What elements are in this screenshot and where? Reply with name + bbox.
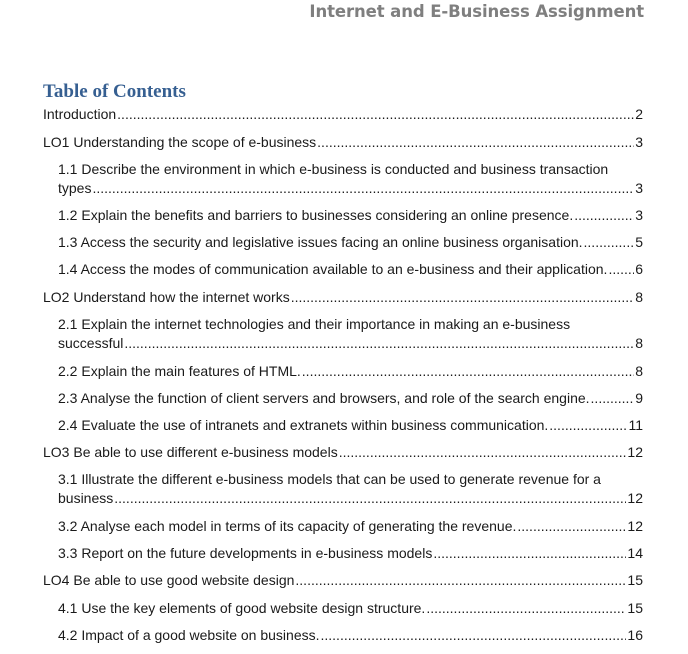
dot-leader	[608, 260, 634, 279]
toc-entry-text-line1: 1.1 Describe the environment in which e-business is conducted and business transaction	[58, 161, 609, 177]
dot-leader	[317, 133, 634, 152]
dot-leader	[295, 571, 626, 590]
toc-entry-lo1[interactable]	[43, 133, 643, 152]
dot-leader	[302, 362, 634, 381]
toc-entry-text-line1: 2.1 Explain the internet technologies and their importance in making an e-business	[58, 316, 571, 332]
dot-leader	[433, 544, 626, 563]
toc-entry-2-3[interactable]	[58, 389, 643, 408]
dot-leader	[549, 416, 627, 435]
toc-page-number: 8	[635, 335, 643, 351]
toc-page-number: 14	[627, 545, 643, 561]
toc-page-number: 2	[635, 106, 643, 122]
toc-page-number: 6	[635, 261, 643, 277]
toc-entry-text: 4.2 Impact of a good website on business.	[58, 627, 320, 643]
dot-leader	[114, 489, 626, 508]
toc-entry-text: 3.3 Report on the future developments in e-business models	[58, 545, 433, 561]
dot-leader	[574, 206, 634, 225]
toc-page-number: 3	[635, 207, 643, 223]
dot-leader	[291, 288, 635, 307]
toc-page-number: 15	[627, 572, 643, 588]
dot-leader	[117, 105, 634, 124]
toc-entry-text: Introduction	[43, 106, 117, 122]
toc-page-number: 11	[628, 417, 643, 433]
toc-entry-lo3[interactable]	[43, 443, 643, 462]
dot-leader	[591, 389, 635, 408]
toc-page-number: 3	[635, 180, 643, 196]
toc-entry-text: 4.1 Use the key elements of good website design structure.	[58, 600, 426, 616]
toc-entry-1-3[interactable]	[58, 233, 643, 252]
toc-page-number: 12	[627, 444, 643, 460]
toc-page-number: 5	[635, 234, 643, 250]
toc-entry-text: 1.2 Explain the benefits and barriers to businesses considering an online presence.	[58, 207, 574, 223]
toc-heading: Table of Contents	[43, 81, 186, 102]
document-header-title: Internet and E-Business Assignment	[309, 2, 644, 21]
toc-entry-text: LO4 Be able to use good website design	[43, 572, 295, 588]
toc-entry-3-1[interactable]	[58, 470, 643, 508]
toc-page-number: 9	[635, 390, 643, 406]
toc-entry-1-2[interactable]	[58, 206, 643, 225]
toc-entry-text: LO3 Be able to use different e-business models	[43, 444, 338, 460]
toc-entry-text: 2.2 Explain the main features of HTML.	[58, 363, 301, 379]
toc-page-number: 12	[627, 518, 643, 534]
toc-entry-text: 2.3 Analyse the function of client servers and browsers, and role of the search engine.	[58, 390, 590, 406]
dot-leader	[124, 334, 634, 353]
toc-entry-3-2[interactable]	[58, 517, 643, 536]
toc-entry-1-1[interactable]	[58, 160, 643, 198]
toc-entry-1-4[interactable]	[58, 260, 643, 279]
toc-entry-2-2[interactable]	[58, 362, 643, 381]
dot-leader	[426, 599, 626, 618]
toc-entry-text-line1: 3.1 Illustrate the different e-business models that can be used to generate revenue for a	[58, 471, 601, 487]
toc-entry-text: 2.4 Evaluate the use of intranets and extranets within business communication.	[58, 417, 549, 433]
dot-leader	[92, 179, 634, 198]
toc-page-number: 12	[627, 490, 643, 506]
toc-entry-text: LO1 Understanding the scope of e-business	[43, 134, 317, 150]
toc-entry-text: successful	[58, 335, 124, 351]
toc-entry-text: 1.4 Access the modes of communication available to an e-business and their application.	[58, 261, 608, 277]
dot-leader	[584, 233, 635, 252]
toc-page-number: 3	[635, 134, 643, 150]
toc-entry-lo2[interactable]	[43, 288, 643, 307]
toc-entry-text: 3.2 Analyse each model in terms of its capacity of generating the revenue.	[58, 518, 517, 534]
toc-page-number: 8	[635, 289, 643, 305]
toc-entry-text: LO2 Understand how the internet works	[43, 289, 290, 305]
dot-leader	[339, 443, 627, 462]
toc-entry-text: business	[58, 490, 114, 506]
toc-entry-text: 1.3 Access the security and legislative issues facing an online business organisation.	[58, 234, 583, 250]
toc-entry-2-1[interactable]	[58, 315, 643, 353]
toc-entry-2-4[interactable]	[58, 416, 643, 435]
dot-leader	[517, 517, 626, 536]
toc-entry-lo4[interactable]	[43, 571, 643, 590]
toc-entry-4-2[interactable]	[58, 626, 643, 645]
toc-entry-text: types	[58, 180, 92, 196]
toc-entry-3-3[interactable]	[58, 544, 643, 563]
toc-entry-introduction[interactable]	[43, 105, 643, 124]
toc-entry-4-1[interactable]	[58, 599, 643, 618]
toc-page-number: 15	[627, 600, 643, 616]
toc-page-number: 8	[635, 363, 643, 379]
toc-page-number: 16	[627, 627, 643, 643]
dot-leader	[321, 626, 627, 645]
